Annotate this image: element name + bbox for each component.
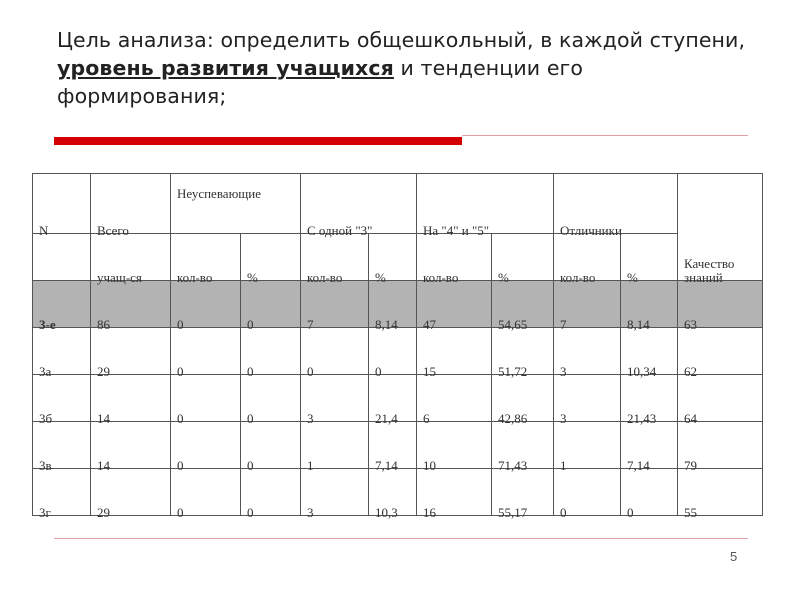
- table-cell: 0: [241, 375, 301, 422]
- table-cell: 62: [678, 328, 763, 375]
- header-pct: %: [241, 234, 301, 281]
- table-cell: 47: [417, 281, 492, 328]
- row-label-cell: 3б: [33, 375, 91, 422]
- header-pct: %: [369, 234, 417, 281]
- table-cell: 3: [554, 375, 621, 422]
- table-cell: 8,14: [369, 281, 417, 328]
- table-cell: 0: [241, 281, 301, 328]
- header-excellent: Отличники: [554, 174, 678, 234]
- table-cell: 10,3: [369, 469, 417, 516]
- table-cell: 86: [91, 281, 171, 328]
- table-cell: 64: [678, 375, 763, 422]
- table-cell: 15: [417, 328, 492, 375]
- table-cell: 14: [91, 422, 171, 469]
- table-cell: 6: [417, 375, 492, 422]
- heading-text-start: Цель анализа: определить общешкольный, в каждой ступени,: [57, 28, 746, 52]
- table-cell: 0: [554, 469, 621, 516]
- table-cell: 0: [369, 328, 417, 375]
- header-one-three: С одной "3": [301, 174, 417, 234]
- page-number: 5: [730, 549, 738, 564]
- row-label-cell: 3г: [33, 469, 91, 516]
- table-cell: 0: [241, 469, 301, 516]
- table-cell: 7,14: [369, 422, 417, 469]
- footer-line: [54, 538, 748, 539]
- table-cell: 79: [678, 422, 763, 469]
- accent-bar: [54, 137, 462, 145]
- table-row: [33, 469, 763, 516]
- table-cell: 29: [91, 469, 171, 516]
- table-cell: 0: [171, 328, 241, 375]
- heading-text-end: и тенденции его формирования;: [57, 56, 584, 108]
- table-cell: 55: [678, 469, 763, 516]
- table-row: [33, 375, 763, 422]
- header-count: кол-во: [554, 234, 621, 281]
- header-four-five: На "4" и "5": [417, 174, 554, 234]
- table-cell: 3: [301, 469, 369, 516]
- table-cell: 42,86: [492, 375, 554, 422]
- table-cell: 8,14: [621, 281, 678, 328]
- header-failing: Неуспевающие: [171, 174, 301, 234]
- table-cell: 10,34: [621, 328, 678, 375]
- table-cell: 54,65: [492, 281, 554, 328]
- table-cell: 21,43: [621, 375, 678, 422]
- table-cell: 7: [554, 281, 621, 328]
- table-cell: 63: [678, 281, 763, 328]
- table-cell: 0: [301, 328, 369, 375]
- table-cell: 29: [91, 328, 171, 375]
- row-label-cell: 3в: [33, 422, 91, 469]
- header-row-1: [33, 174, 763, 234]
- table-cell: 0: [171, 375, 241, 422]
- header-pct: %: [621, 234, 678, 281]
- table-cell: 16: [417, 469, 492, 516]
- row-label-cell: 3а: [33, 328, 91, 375]
- table-cell: 0: [241, 422, 301, 469]
- table-cell: 1: [301, 422, 369, 469]
- header-count: кол-во: [171, 234, 241, 281]
- table-cell: 0: [621, 469, 678, 516]
- header-n: N: [33, 174, 91, 234]
- header-pct: %: [492, 234, 554, 281]
- table-cell: 0: [171, 281, 241, 328]
- table-cell: 7: [301, 281, 369, 328]
- header-quality: Качество знаний: [678, 174, 763, 281]
- table-cell: 0: [171, 469, 241, 516]
- table-row: [33, 328, 763, 375]
- table-cell: 51,72: [492, 328, 554, 375]
- table-cell: 71,43: [492, 422, 554, 469]
- header-blank: [33, 234, 91, 281]
- table-cell: 0: [171, 422, 241, 469]
- results-table: [32, 173, 763, 520]
- table-row: [33, 281, 763, 328]
- table-cell: 55,17: [492, 469, 554, 516]
- header-count: кол-во: [417, 234, 492, 281]
- table-cell: 10: [417, 422, 492, 469]
- heading-emphasis: уровень развития учащихся: [57, 56, 394, 80]
- table-cell: 3: [301, 375, 369, 422]
- table-cell: 21,4: [369, 375, 417, 422]
- slide-heading: [57, 26, 747, 110]
- table-cell: 7,14: [621, 422, 678, 469]
- table-cell: 14: [91, 375, 171, 422]
- header-row-2: [33, 234, 763, 281]
- row-label-cell: 3-е: [33, 281, 91, 328]
- header-total: Всего: [91, 174, 171, 234]
- header-count: кол-во: [301, 234, 369, 281]
- accent-line: [462, 135, 748, 136]
- header-students: учащ-ся: [91, 234, 171, 281]
- table-row: [33, 422, 763, 469]
- table-cell: 1: [554, 422, 621, 469]
- table-cell: 3: [554, 328, 621, 375]
- table-cell: 0: [241, 328, 301, 375]
